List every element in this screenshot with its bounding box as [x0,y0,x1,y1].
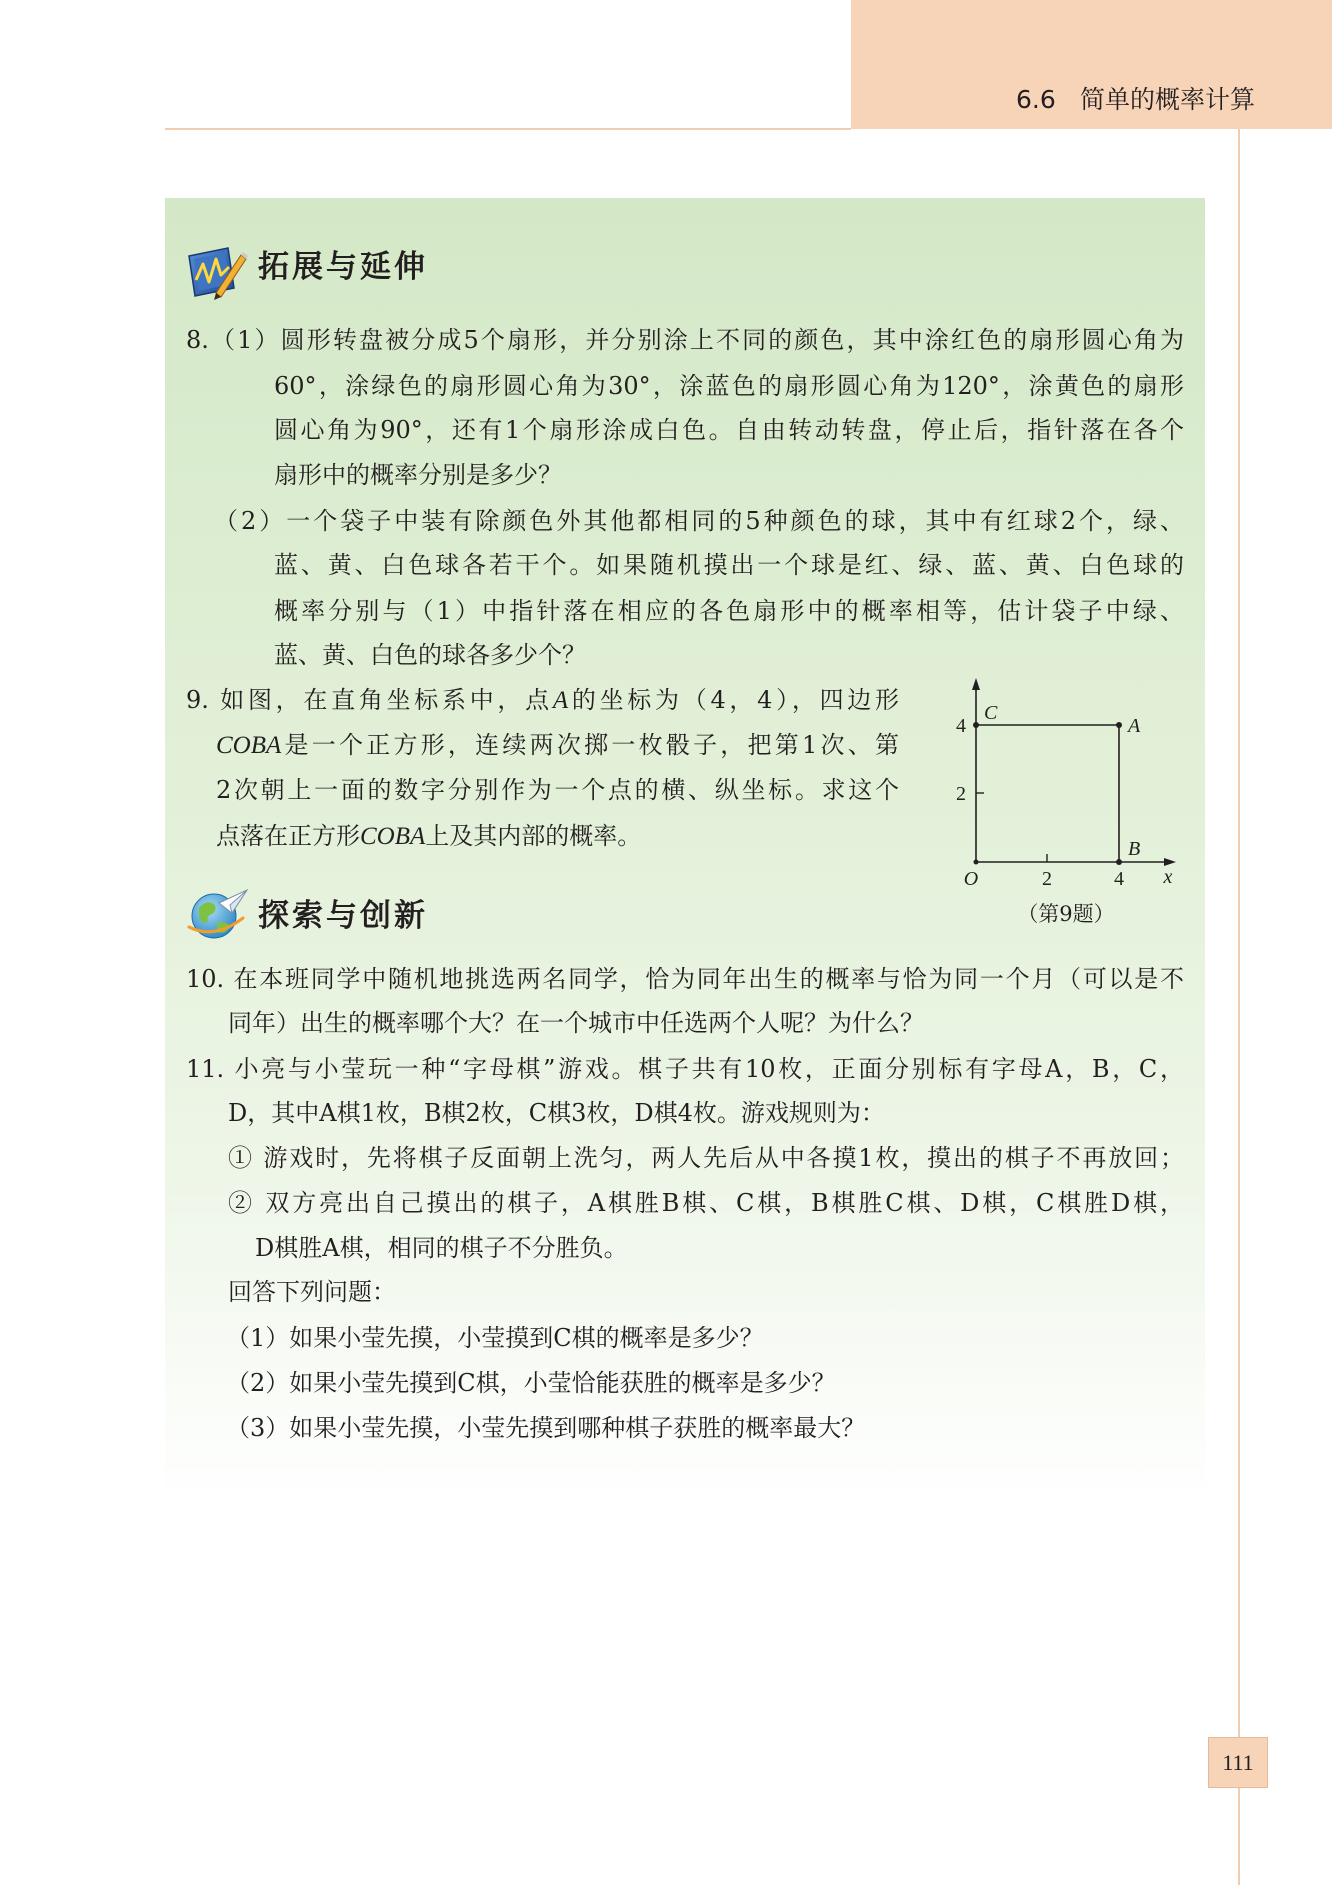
question-9-line-4 [216,820,641,852]
figure-caption: （第9题） [1017,902,1115,926]
question-11-line: 11. 小亮与小莹玩一种“字母棋”游戏。棋子共有10枚，正面分别标有字母A，B，C， [186,1055,1184,1083]
point-b [1116,859,1122,865]
label-c: C [984,702,998,724]
question-9-line-2 [216,729,899,761]
rule-item-2: ② 双方亮出自己摸出的棋子，A棋胜B棋、C棋，B棋胜C棋、D棋，C棋胜D棋， [228,1189,1184,1217]
square-name-symbol: COBA [216,732,282,759]
point-o [974,860,979,865]
chart-pencil-icon [186,242,250,304]
answer-prompt: 回答下列问题： [228,1278,396,1306]
question-10-line: 10. 在本班同学中随机地挑选两名同学，恰为同年出生的概率与恰为同一个月（可以是不 [186,965,1184,993]
margin-rule [1238,129,1240,1885]
section-heading-innovation: 探索与创新 [258,898,428,934]
question-8-line: 扇形中的概率分别是多少？ [274,461,562,489]
point-c [973,722,979,728]
globe-airplane-icon [186,886,250,946]
text-segment: 的坐标为（4，4），四边形 [568,686,899,714]
rule-item-1: ① 游戏时，先将棋子反面朝上洗匀，两人先后从中各摸1枚，摸出的棋子不再放回； [228,1144,1184,1172]
text-segment: 点落在正方形 [216,822,360,850]
coordinate-figure [940,670,1190,896]
sub-question-1: （1）如果小莹先摸，小莹摸到C棋的概率是多少？ [226,1324,764,1352]
question-8-line: （2）一个袋子中装有除颜色外其他都相同的5种颜色的球，其中有红球2个，绿、 [214,507,1184,535]
y-tick-label-4: 4 [956,715,966,737]
text-segment: 是一个正方形，连续两次掷一枚骰子，把第1次、第 [281,731,899,759]
sub-question-3: （3）如果小莹先摸，小莹先摸到哪种棋子获胜的概率最大？ [226,1414,866,1442]
square-name-symbol: COBA [360,823,426,850]
label-a: A [1128,715,1141,737]
point-a-symbol: A [552,687,569,714]
x-tick-label-4: 4 [1114,868,1124,890]
y-axis-arrow [972,678,980,690]
header-rule [165,128,851,130]
question-10-line: 同年）出生的概率哪个大？在一个城市中任选两个人呢？为什么？ [228,1009,924,1037]
label-o: O [963,868,979,890]
point-a [1116,722,1122,728]
y-tick-label-2: 2 [956,783,966,805]
sub-question-2: （2）如果小莹先摸到C棋，小莹恰能获胜的概率是多少？ [226,1369,836,1397]
rule-item-2-continued: D棋胜A棋，相同的棋子不分胜负。 [255,1234,628,1262]
text-segment: 9. 如图，在直角坐标系中，点 [186,686,553,714]
question-9-line-1 [186,684,899,716]
x-tick-label-2: 2 [1042,868,1052,890]
x-axis-label: x [1163,866,1173,888]
question-11-line: D，其中A棋1枚，B棋2枚，C棋3枚，D棋4枚。游戏规则为： [228,1099,885,1127]
question-8-line: 蓝、黄、白色的球各多少个？ [274,641,586,669]
section-number: 6.6 [1016,85,1056,114]
question-8-line: 概率分别与（1）中指针落在相应的各色扇形中的概率相等，估计袋子中绿、 [274,597,1184,625]
question-9-line-3: 2次朝上一面的数字分别作为一个点的横、纵坐标。求这个 [216,776,899,804]
question-8-line: 8.（1）圆形转盘被分成5个扇形，并分别涂上不同的颜色，其中涂红色的扇形圆心角为 [186,326,1184,354]
x-axis-arrow [1164,858,1176,866]
question-8-line: 圆心角为90°，还有1个扇形涂成白色。自由转动转盘，停止后，指针落在各个 [274,416,1184,444]
label-b: B [1128,838,1141,860]
section-heading-extension: 拓展与延伸 [258,249,428,285]
question-8-line: 60°，涂绿色的扇形圆心角为30°，涂蓝色的扇形圆心角为120°，涂黄色的扇形 [274,372,1184,400]
section-title: 简单的概率计算 [1080,85,1256,114]
question-8-line: 蓝、黄、白色球各若干个。如果随机摸出一个球是红、绿、蓝、黄、白色球的 [274,551,1184,579]
page-number: 111 [1208,1737,1268,1788]
text-segment: 上及其内部的概率。 [425,822,642,850]
